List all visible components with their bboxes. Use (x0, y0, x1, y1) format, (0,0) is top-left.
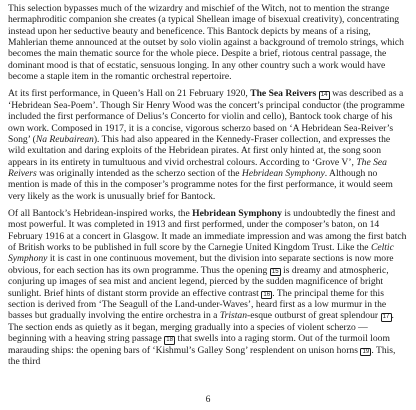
paragraph-text: was described as a ‘Hebridean Sea-Poem’. Though Sir Henry Wood was the concert’s principal conductor (the programme included the first performance of Delius’s Concerto for violin and cello), Bantock took charge of his own work. Composed in 1917, it is a concise, vigorous scherzo based on ‘A Hebridean Sea-Reiver’s Song’ ( (8, 88, 405, 145)
paragraph-text: was originally intended as the scherzo section of the (36, 167, 242, 179)
italic-title: Hebridean Symphony (241, 167, 325, 179)
paragraph-text: . This, the third (8, 344, 396, 368)
page-number: 6 (205, 394, 211, 405)
italic-title: The Sea Reivers (8, 156, 387, 179)
paragraph-text: it is cast in one continuous movement, but the division into separate sections is now more obvious, for each section has its own programme. Thus the opening (8, 253, 394, 276)
paragraph-text: -esque outburst of great splendour (247, 310, 381, 322)
paragraph-sea-reivers (8, 88, 408, 202)
italic-title: Celtic Symphony (8, 242, 394, 265)
paragraph-text: This selection bypasses much of the wizardry and mischief of the Witch, not to mention the strange hermaphroditic companion she creates (a typical Shellean image of bisexual creativity), concentrating instead upon her seductive beauty and beneficence. This Bantock depicts by means of a rising, Mahlerian theme announced at the outset by solo violin against a background of tremolo strings, which becomes the main thematic source for the whole piece. Despite a brief, riotous central passage, the dominant mood is that of ecstatic, sensuous longing. In any other country such a work would have become a staple item in the romantic orchestral repertoire. (8, 3, 404, 83)
track-number-badge: 19 (360, 348, 371, 357)
paragraph-text: ). This had also appeared in the Kennedy-Fraser collection, and expresses the wild exultation and daring exploits of the Hebridean pirates. At first only hinted at, the song soon appears in its entirety in tumultuous and vivid orchestral colours. According to ‘Grove V’, (8, 133, 391, 168)
paragraph-witch-description (8, 3, 408, 82)
italic-title: Tristan (219, 310, 248, 322)
paragraph-text: Of all Bantock’s Hebridean-inspired works, the (8, 208, 193, 219)
paragraph-text: At its first performance, in Queen’s Hall on 21 February 1920, (8, 88, 251, 100)
paragraph-text: . The principal theme for this section is derived from ‘The Seagull of the Land-under-Waves’, heard first as a low murmur in the basses but gradually involving the entire orchestra in a (8, 287, 387, 322)
track-number-badge: 17 (381, 313, 392, 322)
track-number-badge: 14 (319, 91, 330, 100)
italic-title: Na Reubairean (35, 133, 94, 145)
paragraph-text: that swells into a raging storm. Out of the turmoil loom marauding ships: the opening bars of ‘Kishmul’s Galley Song’ resplendent on unison horns (8, 333, 390, 356)
paragraph-text: is dreamy and atmospheric, conjuring up images of sea mist and ancient legend, pierced by the sudden magnificence of bright sunlight. Brief hints of distant storm provide an effective contrast (8, 264, 389, 299)
work-title: The Sea Reivers (250, 88, 317, 100)
track-number-badge: 15 (270, 268, 281, 277)
paragraph-text: . The section ends as quietly as it began, merging gradually into a species of violent scherzo — beginning with a heaving string passage (8, 310, 394, 345)
work-title: Hebridean Symphony (192, 208, 282, 219)
track-number-badge: 16 (261, 291, 272, 300)
paragraph-text: . Although no mention is made of this in the composer’s programme notes for the first performance, it would seem very likely as the work is unusually brief for Bantock. (8, 167, 393, 202)
paragraph-hebridean-symphony (8, 208, 408, 368)
track-number-badge: 18 (164, 336, 175, 345)
paragraph-text: is undoubtedly the finest and most powerful. It was completed in 1913 and first performed, under the composer’s baton, on 14 February 1916 at a concert in Glasgow. It made an immediate impression and was among the first batch of British works to be published in full score by the Carnegie United Kingdom Trust. Like the (8, 208, 407, 254)
